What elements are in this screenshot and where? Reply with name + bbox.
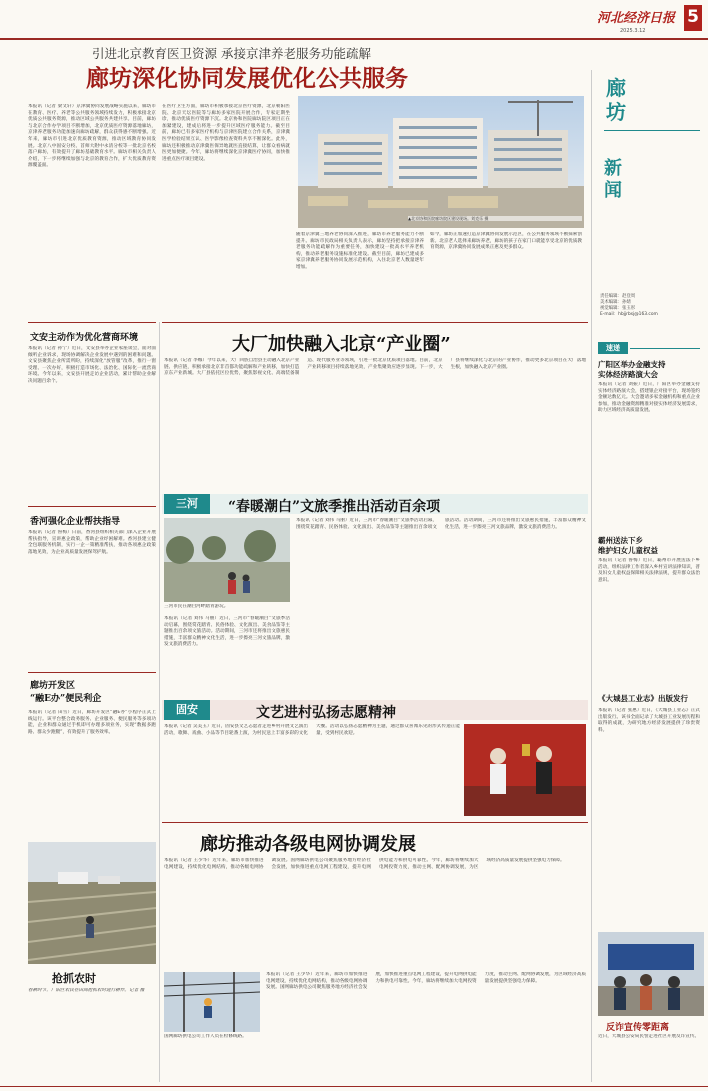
- lead-photo: [298, 96, 584, 228]
- left-rule-1: [28, 322, 156, 323]
- sanhe-body-cont: 本报讯（记者 刘伟 马丽）近日，三河市“春暖潮白”文旅季活动启幕，围绕赏花踏青、民俗体验、文化演出、美食品鉴等主题推出百余项文旅活动。活动期间，三河市还将推出文旅惠民措施，丰富群众精神文化生活，进一步擦亮三河文旅品牌，激发文旅消费活力。: [296, 518, 586, 530]
- park-image: [164, 518, 290, 602]
- brief-2-title: 霸州送法下乡 维护妇女儿童权益: [598, 536, 658, 555]
- section-divider: [604, 130, 700, 131]
- brief-2-body: 本报讯（记者 鲁梅）近日，霸州市开展送法下乡活动，组织法律工作者深入乡村宣讲法律知识，普及妇女儿童权益保障相关法律法规，提升群众法治意识。: [598, 558, 700, 583]
- page-date: 2025.3.12: [620, 28, 646, 34]
- left-article-3-body: 本报讯（记者 田雪）近日，廊坊开发区“融E办”小程序正式上线运行。该平台整合政务服务、企业服务、便民服务等多项功能，企业和群众通过手机即可办理多项业务，实现“数据多跑路、群众少跑腿”，有效提升了服务效率。: [28, 710, 156, 735]
- dachang-body: 本报讯（记者 李娜）今年以来，大厂回族自治县主动融入北京产业链、供应链，积极承接北京非首都功能疏解和产业转移，加快打造京东产业新城。大厂县依托区位优势，聚焦影视文化、高端装备制造、现代服务业等领域，引进一批北京优质项目落地。目前，北京产业转移项目持续落地见效，产业集聚效应逐步显现。下一步，大厂县将继续深化与北京的产业协作，推动更多北京项目在大厂落地生根，加快融入北京产业圈。: [164, 358, 586, 377]
- grid-rule: [162, 822, 588, 823]
- section-city: 廊坊: [606, 76, 626, 124]
- masthead-rule: [0, 38, 708, 40]
- editor-line-4: E-mail：hbjjrbsj@163.com: [600, 312, 658, 317]
- left-article-1-title: 文安主动作为优化营商环境: [30, 333, 139, 343]
- performance-image: [464, 724, 586, 816]
- guan-tag: 固安: [164, 700, 210, 720]
- left-col-rule: [159, 322, 160, 1082]
- section-label: [594, 70, 704, 340]
- brief-3-body: 本报讯（记者 张惠）近日，《大城县工业志》正式出版发行。该书全面记录了大城县工业发展历程和取得的成就，为研究地方经济发展提供了珍贵资料。: [598, 708, 700, 733]
- sanhe-photo: [164, 518, 290, 602]
- left-article-2-title: 香河强化企业帮扶指导: [30, 517, 121, 527]
- editor-box: [600, 294, 700, 334]
- farmland-image: [28, 842, 156, 964]
- fraud-caption: 近日，大城县公安局民警走进社区开展反诈宣传。: [598, 1034, 700, 1039]
- sanhe-body: 本报讯（记者 刘伟 马丽）近日，三河市“春暖潮白”文旅季活动启幕，围绕赏花踏青、民俗体验、文化演出、美食品鉴等主题推出百余项文旅活动。活动期间，三河市还将推出文旅惠民措施，丰富群众精神文化生活，进一步擦亮三河文旅品牌，激发文旅消费活力。: [164, 616, 290, 648]
- brief-1-title: 广阳区举办金融支持 实体经济路演大会: [598, 360, 666, 379]
- grid-photo-caption: 国网廊坊供电公司工作人员在检修线路。: [164, 1034, 247, 1039]
- lead-col-2: 在医疗卫生方面，廊坊市积极承接北京医疗资源，北京朝阳医院、北京天坛医院等与廊坊多家医院开展合作，专家定期坐诊，推动优质医疗资源下沉。北京协和医院廊坊院区项目正在加紧建设，建成后将进一步提升区域医疗服务能力。截至目前，廊坊已有多家医疗机构与京津医院建立合作关系，京津冀医学检验结果互认、医学影像检查资料共享不断深化。此外，廊坊还积极推动京津冀医保异地就医直接结算，让群众看病就医更加便捷。今年，廊坊将继续深化京津冀医疗协同，加快推进重点医疗项目建设。: [162, 104, 290, 162]
- lead-col-4: 如今，廊坊正加速打造京津冀协同发展示范区，在公共服务领域不断探索创新。北京老人选择来廊坊养老，廊坊的孩子在家门口就能享受北京的优质教育资源，京津冀协同发展成果正惠及更多群众。: [430, 232, 582, 251]
- briefs-panel: [594, 340, 704, 930]
- guan-photo: [464, 724, 586, 816]
- fraud-publicity-image: [598, 932, 704, 1016]
- editor-line-2: 美术编辑：孙婧: [600, 300, 631, 305]
- left-rule-2: [28, 506, 156, 507]
- left-photo-title: 抢抓农时: [52, 972, 96, 985]
- left-article-3-title: 廊坊开发区 “融E办”便民利企: [30, 681, 102, 704]
- masthead-logo: 河北经济日报: [597, 11, 676, 26]
- grid-body: 本报讯（记者 王少华）近年来，廊坊市加快推进电网建设，持续优化电网结构，推动各级电网协调发展。国网廊坊供电公司聚焦服务地方经济社会发展，加快推进重点电网工程建设，提升电网供电能力和供电可靠性。今年，廊坊将继续加大电网投资力度，推动主网、配网协调发展，为区域经济高质量发展提供坚强电力保障。: [164, 858, 565, 870]
- left-article-1-body: 本报讯（记者 孙宁）近日，文安县举办企业家座谈会，面对面倾听企业诉求，现场协调解决企业发展中遇到的困难和问题。文安县聚焦企业所需所盼，持续深化“放管服”改革，推行一窗受理、一次办好，积极打造市场化、法治化、国际化一流营商环境。今年以来，文安县开展走访企业活动，累计帮助企业解决问题百余个。: [28, 346, 156, 384]
- section-news: 新闻: [604, 158, 622, 201]
- lead-title: 廊坊深化协同发展优化公共服务: [86, 65, 408, 92]
- power-line-image: [164, 972, 260, 1032]
- grid-body-cont: 本报讯（记者 王少华）近年来，廊坊市加快推进电网建设，持续优化电网结构，推动各级电网协调发展。国网廊坊供电公司聚焦服务地方经济社会发展，加快推进重点电网工程建设，提升电网供电能力和供电可靠性。今年，廊坊将继续加大电网投资力度，推动主网、配网协调发展，为区域经济高质量发展提供坚强电力保障。: [266, 972, 586, 991]
- right-col-rule: [591, 70, 592, 1082]
- briefs-tag: 速递: [598, 342, 628, 354]
- guan-title: 文艺进村弘扬志愿精神: [256, 705, 396, 721]
- lead-col-3: 随着京津冀三地养老协同深入推进，廊坊市养老服务能力不断提升。廊坊市民政局相关负责人表示，廊坊坚持把承接京津养老服务功能疏解作为重要任务，加快建设一批高水平养老机构，推动养老服务设施标准化建设。截至目前，廊坊已建成多家京津冀养老服务协同发展示范机构，入住北京老人数量逐年增加。: [296, 232, 424, 270]
- footer-rule: [0, 1086, 708, 1087]
- lead-photo-caption: ▲北京协和医院廊坊院区建设现场。刘克乐 摄: [408, 216, 582, 221]
- briefs-tag-rule: [630, 348, 700, 349]
- grid-photo: [164, 972, 260, 1032]
- sanhe-tag: 三河: [164, 494, 210, 514]
- left-photo-caption: 春耕时节，广阳区农民在田间抢抓农时进行耕作。记者 摄: [28, 988, 145, 993]
- editor-line-3: 视觉编辑：张玉彤: [600, 306, 636, 311]
- brief-1-body: 本报讯（记者 刘振）近日，广阳区举办金融支持实体经济路演大会，搭建银企对接平台，现场签约金额达数亿元。大会邀请多家金融机构和重点企业参加，推动金融资源精准对接实体经济发展需求，助力区域经济高质量发展。: [598, 382, 700, 414]
- left-article-2-body: 本报讯（记者 鲁梅）日前，香河县组织相关部门深入企业开展帮扶指导，宣讲惠企政策，帮助企业纾困解难。香河县建立健全包联服务机制，实行一企一策精准帮扶，推动各项惠企政策落地见效，为企业高质量发展保驾护航。: [28, 530, 156, 555]
- dachang-title: 大厂加快融入北京“产业圈”: [232, 334, 451, 355]
- page-number: 5: [687, 7, 699, 27]
- dachang-rule: [162, 322, 588, 323]
- hospital-construction-image: [298, 96, 584, 228]
- left-rule-3: [28, 672, 156, 673]
- masthead: [0, 0, 708, 40]
- lead-col-1: 本报讯（记者 梁文轩）京津冀协同发展战略实施以来，廊坊市在教育、医疗、养老等公共服务领域持续发力，积极承接北京优质公共服务资源，推动区域公共服务共建共享。目前，廊坊与北京合作办学项目不断增加，北京优质医疗资源落地廊坊，京津养老服务功能加速向廊坊疏解，群众获得感不断增强。近年来，廊坊市引进北京优质教育资源，推动区域教育协同发展。北京八中固安分校、首师大附中永清分校等一批北京名校落户廊坊，有效提升了廊坊基础教育水平。廊坊市相关负责人介绍，下一步将继续加强与北京的教育合作，扩大优质教育资源覆盖面。: [28, 104, 156, 169]
- sanhe-photo-caption: 三河市民在潮白河畔踏青游玩。: [164, 604, 229, 609]
- left-photo: [28, 842, 156, 964]
- sanhe-title: “春暖潮白”文旅季推出活动百余项: [228, 499, 441, 515]
- lead-kicker: 引进北京教育医卫资源 承接京津养老服务功能疏解: [92, 46, 371, 61]
- editor-line-1: 责任编辑：赵登周: [600, 294, 636, 299]
- brief-3-title: 《大城县工业志》出版发行: [598, 694, 688, 703]
- grid-title: 廊坊推动各级电网协调发展: [200, 834, 416, 855]
- fraud-photo: [598, 932, 704, 1016]
- fraud-title: 反诈宣传零距离: [606, 1023, 670, 1033]
- guan-body: 本报讯（记者 吴美玉）近日，固安县文艺志愿者走进乡村开展文艺演出活动，歌舞、戏曲、小品等节目轮番上演，为村民送上丰富多彩的文化大餐。活动以弘扬志愿精神为主题，通过群众喜闻乐见的形式传递正能量，受到村民欢迎。: [164, 724, 460, 736]
